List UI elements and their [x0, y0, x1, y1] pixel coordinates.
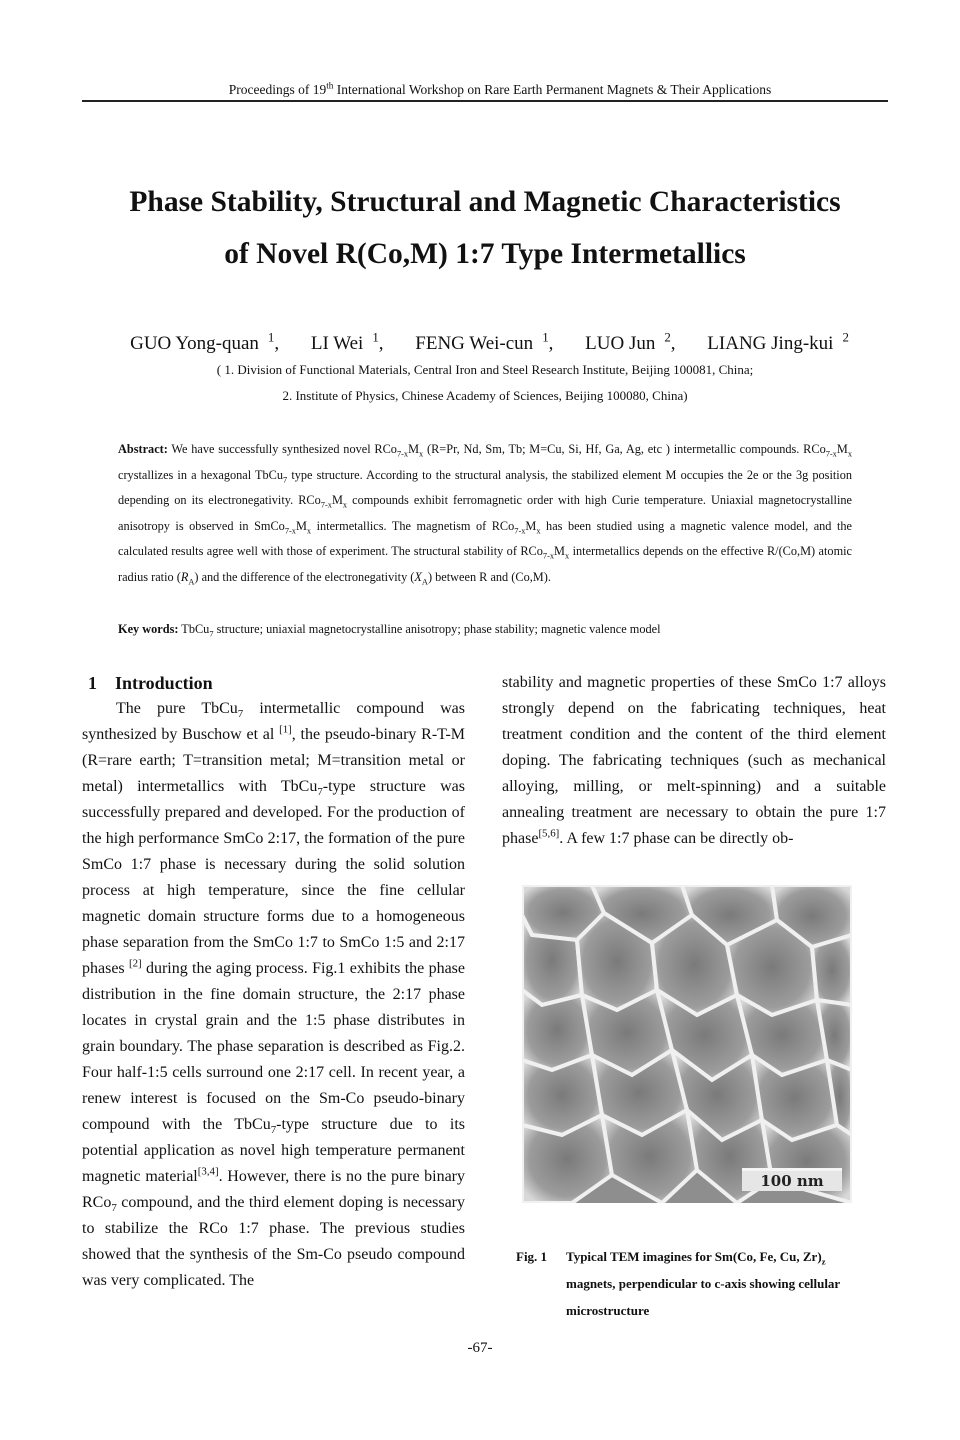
- body-column-right: [502, 670, 886, 852]
- author-name: GUO Yong-quan: [130, 333, 259, 354]
- author: GUO Yong-quan $^1$,: [130, 329, 280, 354]
- caption-label: Fig. 1: [516, 1249, 548, 1264]
- author: FENG Wei-cun $^1$,: [415, 329, 554, 354]
- author: LI Wei $^1$,: [310, 329, 384, 354]
- author: LUO Jun $^2$,: [585, 329, 676, 354]
- author-affiliation-mark: 1: [267, 329, 275, 345]
- affiliation-line-1: ( 1. Division of Functional Materials, Central Iron and Steel Research Institute, Beijing 100081, China;: [216, 362, 754, 377]
- citation: [1]: [279, 723, 292, 736]
- author-affiliation-mark: 2: [842, 329, 849, 345]
- citation: [2]: [128, 957, 142, 970]
- author-name: LI Wei: [310, 333, 364, 354]
- scale-bar: 100 nm: [742, 1168, 842, 1191]
- keywords-label: Key words:: [118, 622, 179, 636]
- author-affiliation-mark: 2: [664, 329, 671, 345]
- paper-title-line-1: Phase Stability, Structural and Magnetic Characteristics: [129, 186, 841, 218]
- citation: [5,6]: [538, 827, 560, 840]
- running-head: Proceedings of 19th International Workshop on Rare Earth Permanent Magnets & Their Applications: [228, 80, 772, 97]
- author-affiliation-mark: 1: [372, 329, 379, 345]
- figure-caption: Fig. 1 Typical TEM imagines for Sm(Co, Fe, Cu, $Zr)_z$ magnets, perpendicular to c-axis showing cellular microstructure: [516, 1243, 876, 1324]
- header-rule: [82, 100, 888, 102]
- author-affiliation-mark: 1: [542, 329, 549, 345]
- author-list: [82, 329, 888, 355]
- section-number: 1: [88, 673, 97, 693]
- tem-micrograph: [522, 885, 852, 1203]
- keywords: Key words: TbCu$_7$ structure; uniaxial magnetocrystalline anisotropy; phase stability; magnetic valence model: [118, 622, 661, 639]
- abstract: Abstract: We have successfully synthesized novel $RCo_{7-x}M_x$ (R=Pr, Nd, Sm, Tb; M=Cu, Si, Hf, Ga, Ag, etc ) intermetallic compounds. $RCo_{7-x}M_x$ crystallizes in a hexagonal TbCu$_7$ type structure. According to the structural analysis, the stabilized element M occupies the 2e or the 3g position depending on its electronegativity. $RCo_{7-x}M_x$ compounds exhibit ferromagnetic order with high Curie temperature. Uniaxial magnetocrystalline anisotropy is observed in $SmCo_{7-x}M_x$ intermetallics. The magnetism of $RCo_{7-x}M_x$ has been studied using a magnetic valence model, and the calculated results agree well with those of experiment. The structural stability of $RCo_{7-x}M_x$ intermetallics depends on the effective R/(Co,M) atomic radius ratio $(R_A)$ and the difference of the electronegativity $(X_A)$ between R and (Co,M).: [118, 442, 853, 587]
- cellular-microstructure-image: [522, 885, 852, 1203]
- intro-paragraph: The pure TbCu$_7$ intermetallic compound was synthesized by Buschow et al [1], the pseudo-binary R-T-M (R=rare earth; T=transition metal; M=transition metal or metal) intermetallics with TbCu$_7$-type structure was successfully prepared and developed. For the production of the high performance SmCo 2:17, the formation of the pure SmCo 1:7 phase is necessary during the solid solution process at high temperature, since the fine cellular magnetic domain structure forms due to a homogeneous phase separation from the SmCo 1:7 to SmCo 1:5 and 2:17 phases [2] during the aging process. Fig.1 exhibits the phase distribution in the fine domain structure, the 2:17 phase locates in crystal grain and the 1:5 phase distributes in grain boundary. The phase separation is described as Fig.2. Four half-1:5 cells surround one 2:17 cell. In recent year, a renew interest is focused on the Sm-Co pseudo-binary compound with the TbCu$_7$-type structure due to its potential application as novel high temperature permanent magnetic material[3,4]. However, there is no the pure binary RCo$_7$ compound, and the third element doping is necessary to stabilize the RCo 1:7 phase. The previous studies showed that the synthesis of the Sm-Co pseudo compound was very complicated. The: [82, 700, 466, 1289]
- author-name: FENG Wei-cun: [415, 333, 534, 354]
- intro-paragraph-continued: stability and magnetic properties of these SmCo 1:7 alloys strongly depend on the fabricating techniques, heat treatment condition and the content of the third element doping. The fabricating techniques (such as mechanical alloying, milling, or melt-spinning) and a suitable annealing treatment are necessary to obtain the pure 1:7 phase[5,6]. A few 1:7 phase can be directly ob-: [502, 674, 886, 847]
- paper-title-line-2: of Novel R(Co,M) 1:7 Type Intermetallics: [224, 238, 746, 270]
- affiliation-line-2: 2. Institute of Physics, Chinese Academy of Sciences, Beijing 100080, China): [282, 388, 688, 403]
- page-number: -67-: [467, 1340, 493, 1356]
- section-heading: [88, 673, 213, 694]
- author-name: LUO Jun: [585, 333, 656, 354]
- body-column-left: [82, 696, 465, 1294]
- section-title: Introduction: [115, 673, 213, 693]
- abstract-label: Abstract:: [118, 442, 168, 456]
- citation: [3,4]: [197, 1165, 219, 1178]
- author: [698, 329, 849, 354]
- author-name: LIANG Jing-kui: [707, 333, 834, 354]
